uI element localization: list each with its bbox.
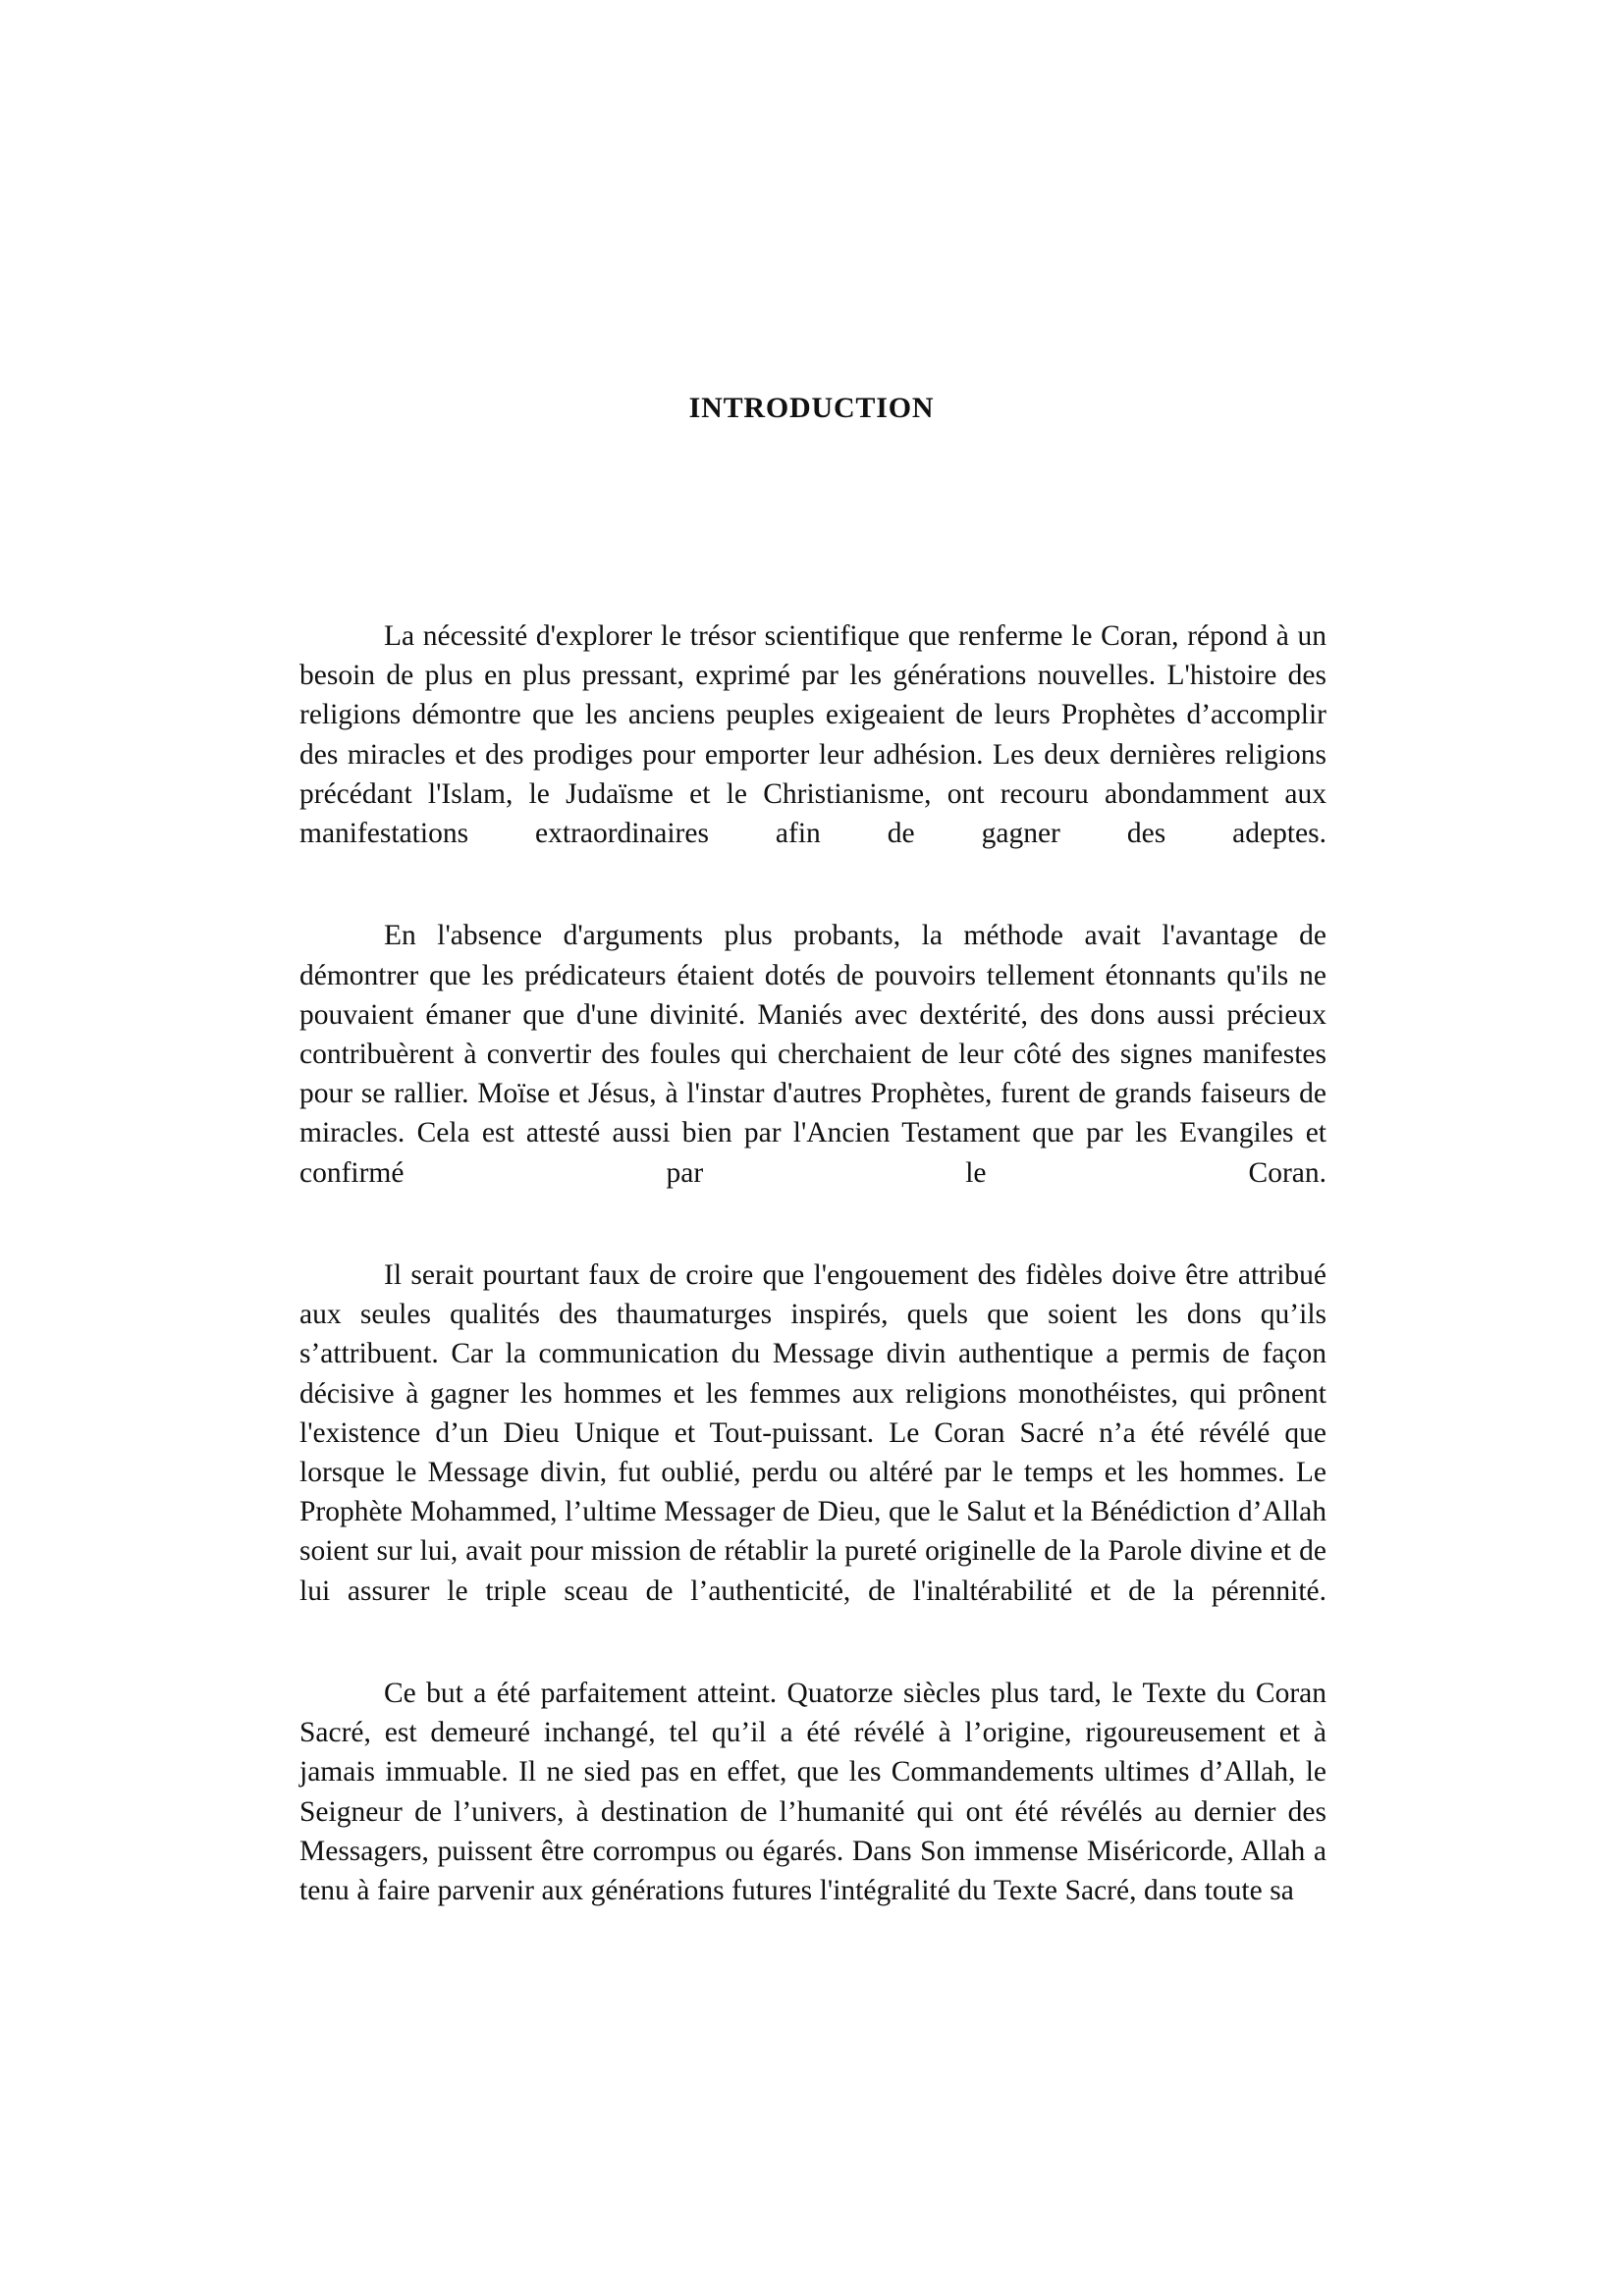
paragraph-3: Il serait pourtant faux de croire que l'engouement des fidèles doive être attribué aux seules qualités des thaumaturges inspirés, quels que soient les dons qu’ils s’attribuent. Car la communication du Message divin authentique a permis de façon décisive à gagner les hommes et les femmes aux religions monothéistes, qui prônent l'existence d’un Dieu Unique et Tout-puissant. Le Coran Sacré n’a été révélé que lorsque le Message divin, fut oublié, perdu ou altéré par le temps et les hommes. Le Prophète Mohammed, l’ultime Messager de Dieu, que le Salut et la Bénédiction d’Allah soient sur lui, avait pour mission de rétablir la pureté originelle de la Parole divine et de lui assurer le triple sceau de l’authenticité, de l'inaltérabilité et de la pérennité.	[299, 1259, 1326, 1607]
paragraph-4: Ce but a été parfaitement atteint. Quatorze siècles plus tard, le Texte du Coran Sacré, est demeuré inchangé, tel qu’il a été révélé à l’origine, rigoureusement et à jamais immuable. Il ne sied pas en effet, que les Commandements ultimes d’Allah, le Seigneur de l’univers, à destination de l’humanité qui ont été révélés au dernier des Messagers, puissent être corrompus ou égarés. Dans Son immense Miséricorde, Allah a tenu à faire parvenir aux générations futures l'intégralité du Texte Sacré, dans toute sa	[299, 1678, 1326, 1907]
paragraph-1: La nécessité d'explorer le trésor scientifique que renferme le Coran, répond à un besoin de plus en plus pressant, exprimé par les générations nouvelles. L'histoire des religions démontre que les anciens peuples exigeaient de leurs Prophètes d’accomplir des miracles et des prodiges pour emporter leur adhésion. Les deux dernières religions précédant l'Islam, le Judaïsme et le Christianisme, ont recouru abondamment aux manifestations extraordinaires afin de gagner des adeptes.	[299, 620, 1326, 850]
body-text-column	[299, 616, 1326, 1910]
page-title: INTRODUCTION	[688, 392, 935, 425]
paragraph-2: En l'absence d'arguments plus probants, la méthode avait l'avantage de démontrer que les prédicateurs étaient dotés de pouvoirs tellement étonnants qu'ils ne pouvaient émaner que d'une divinité. Maniés avec dextérité, des dons aussi précieux contribuèrent à convertir des foules qui cherchaient de leur côté des signes manifestes pour se rallier. Moïse et Jésus, à l'instar d'autres Prophètes, furent de grands faiseurs de miracles. Cela est attesté aussi bien par l'Ancien Testament que par les Evangiles et confirmé par le Coran.	[299, 920, 1326, 1189]
